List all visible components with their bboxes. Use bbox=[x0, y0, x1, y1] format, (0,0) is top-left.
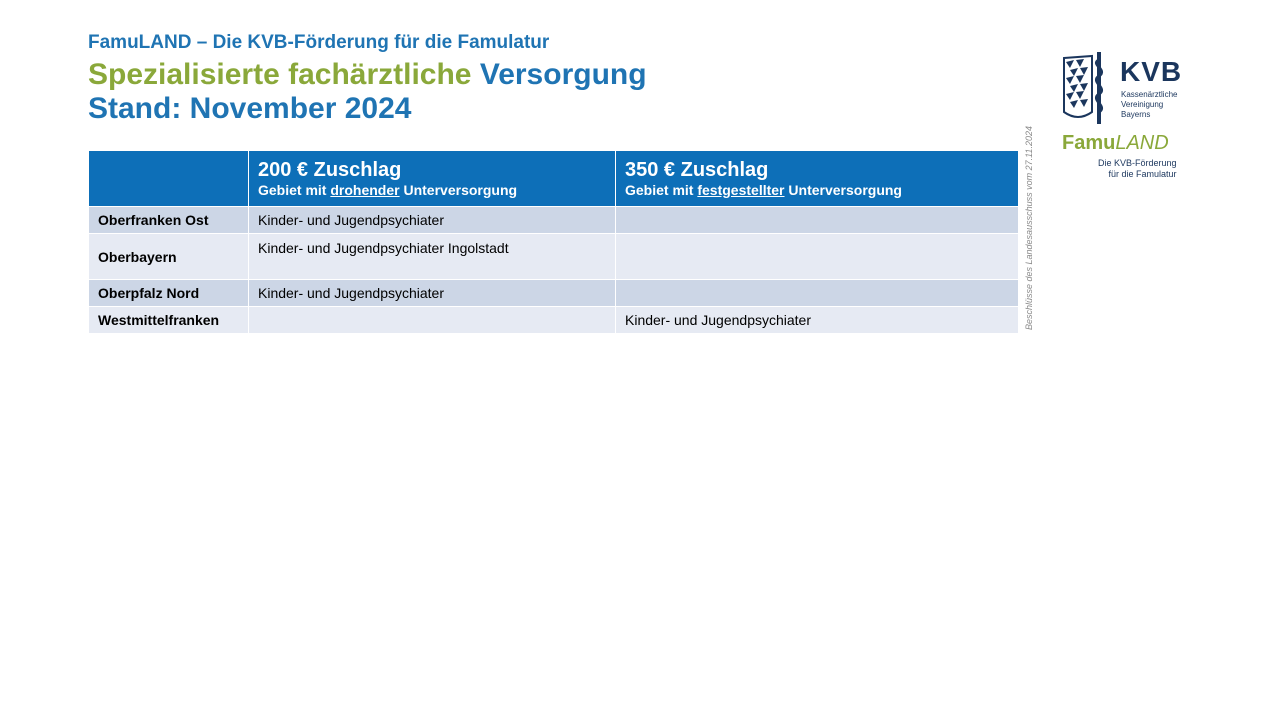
title-green-part: Spezialisierte fachärztliche bbox=[88, 58, 472, 91]
region-cell: Oberfranken Ost bbox=[89, 207, 249, 234]
title-date: Stand: November 2024 bbox=[88, 92, 412, 125]
supertitle: FamuLAND – Die KVB-Förderung für die Famulatur bbox=[88, 32, 550, 53]
region-cell: Westmittelfranken bbox=[89, 307, 249, 334]
cell-350 bbox=[616, 207, 1019, 234]
emph-drohender: drohender bbox=[330, 181, 400, 198]
cell-350 bbox=[616, 280, 1019, 307]
cell-200 bbox=[249, 307, 616, 334]
region-cell: Oberpfalz Nord bbox=[89, 280, 249, 307]
table-row bbox=[89, 307, 1019, 334]
emph-festgestellter: festgestellter bbox=[697, 181, 785, 198]
cell-350: Kinder- und Jugendpsychiater bbox=[616, 307, 1019, 334]
region-cell: Oberbayern bbox=[89, 234, 249, 280]
cell-200: Kinder- und Jugendpsychiater Ingolstadt bbox=[249, 234, 616, 280]
cell-350 bbox=[616, 234, 1019, 280]
cell-200: Kinder- und Jugendpsychiater bbox=[249, 280, 616, 307]
table-row bbox=[89, 234, 1019, 280]
kvb-subtitle: Kassenärztliche Vereinigung Bayerns bbox=[1121, 90, 1178, 119]
famuland-wordmark: FamuLAND bbox=[1062, 132, 1169, 154]
header-350: 350 € Zuschlag Gebiet mit festgestellter Unterversorgung bbox=[616, 151, 1019, 207]
kvb-wordmark: KVB bbox=[1120, 56, 1183, 87]
subsidy-table bbox=[88, 150, 1019, 334]
header-200: 200 € Zuschlag Gebiet mit drohender Unterversorgung bbox=[249, 151, 616, 207]
side-note: Beschlüsse des Landesausschuss vom 27.11.2024 bbox=[1024, 126, 1034, 330]
title-blue-part: Versorgung bbox=[479, 58, 647, 91]
famuland-subtitle: Die KVB-Förderung für die Famulatur bbox=[1098, 158, 1177, 179]
kvb-logo bbox=[1062, 52, 1202, 182]
table-row bbox=[89, 207, 1019, 234]
table-row bbox=[89, 280, 1019, 307]
bavaria-crest-icon bbox=[1062, 52, 1116, 124]
cell-200: Kinder- und Jugendpsychiater bbox=[249, 207, 616, 234]
page-title bbox=[88, 58, 647, 126]
table-header-row bbox=[89, 151, 1019, 207]
header-empty-cell bbox=[89, 151, 249, 207]
